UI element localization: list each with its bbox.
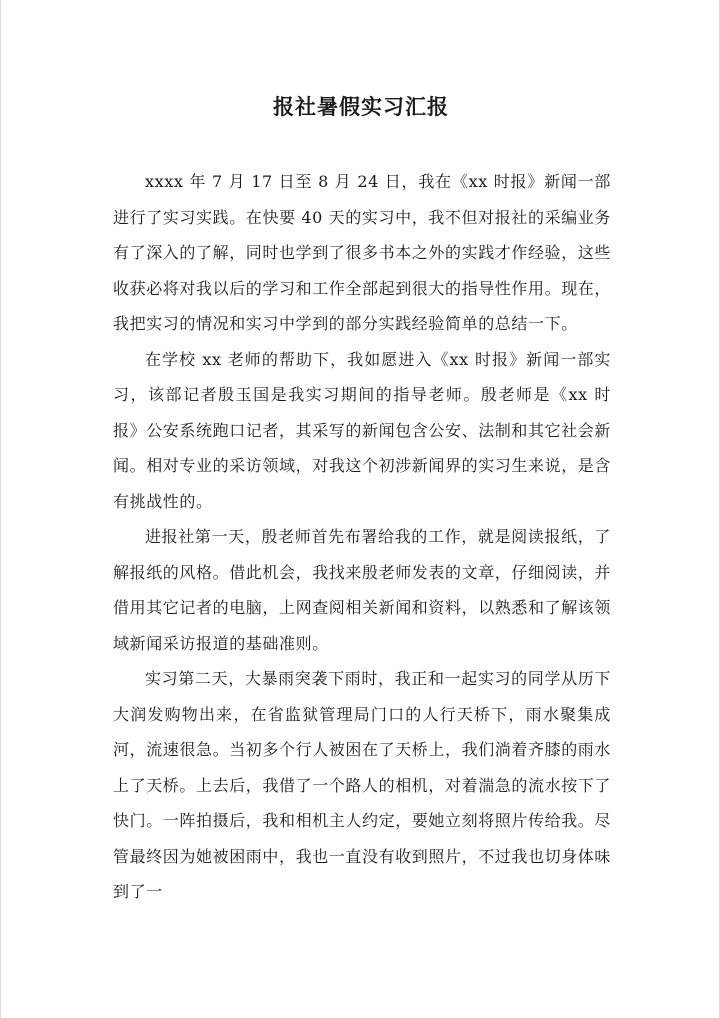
paragraph-1: xxxx 年 7 月 17 日至 8 月 24 日，我在《xx 时报》新闻一部进行了实习实践。在快要 40 天的实习中，我不但对报社的采编业务有了深入的了解，同时也学到了很多书本之外的实践才作经验，这些收获必将对我以后的学习和工作全部起到很大的指导性作用。现在，我把实习的情况和实习中学到的部分实践经验简单的总结一下。 [113, 172, 612, 333]
document-body [113, 164, 611, 910]
paragraph-4: 实习第二天，大暴雨突袭下雨时，我正和一起实习的同学从历下大润发购物出来，在省监狱管理局门口的人行天桥下，雨水聚集成河，流速很急。当初多个行人被困在了天桥上，我们淌着齐膝的雨水上了天桥。上去后，我借了一个路人的相机，对着湍急的流水按下了快门。一阵拍摄后，我和相机主人约定，要她立刻将照片传给我。尽管最终因为她被困雨中，我也一直没有收到照片，不过我也切身体味到了一 [113, 669, 612, 901]
paragraph-3: 进报社第一天，殷老师首先布署给我的工作，就是阅读报纸，了解报纸的风格。借此机会，我找来殷老师发表的文章，仔细阅读，并借用其它记者的电脑，上网查阅相关新闻和资料，以熟悉和了解该领域新闻采访报道的基础准则。 [113, 527, 612, 653]
document-title: 报社暑假实习汇报 [273, 94, 449, 119]
paragraph-2: 在学校 xx 老师的帮助下，我如愿进入《xx 时报》新闻一部实习，该部记者殷玉国是我实习期间的指导老师。殷老师是《xx 时报》公安系统跑口记者，其采写的新闻包含公安、法制和其它社会新闻。相对专业的采访领域，对我这个初涉新闻界的实习生来说，是含有挑战性的。 [113, 349, 612, 511]
